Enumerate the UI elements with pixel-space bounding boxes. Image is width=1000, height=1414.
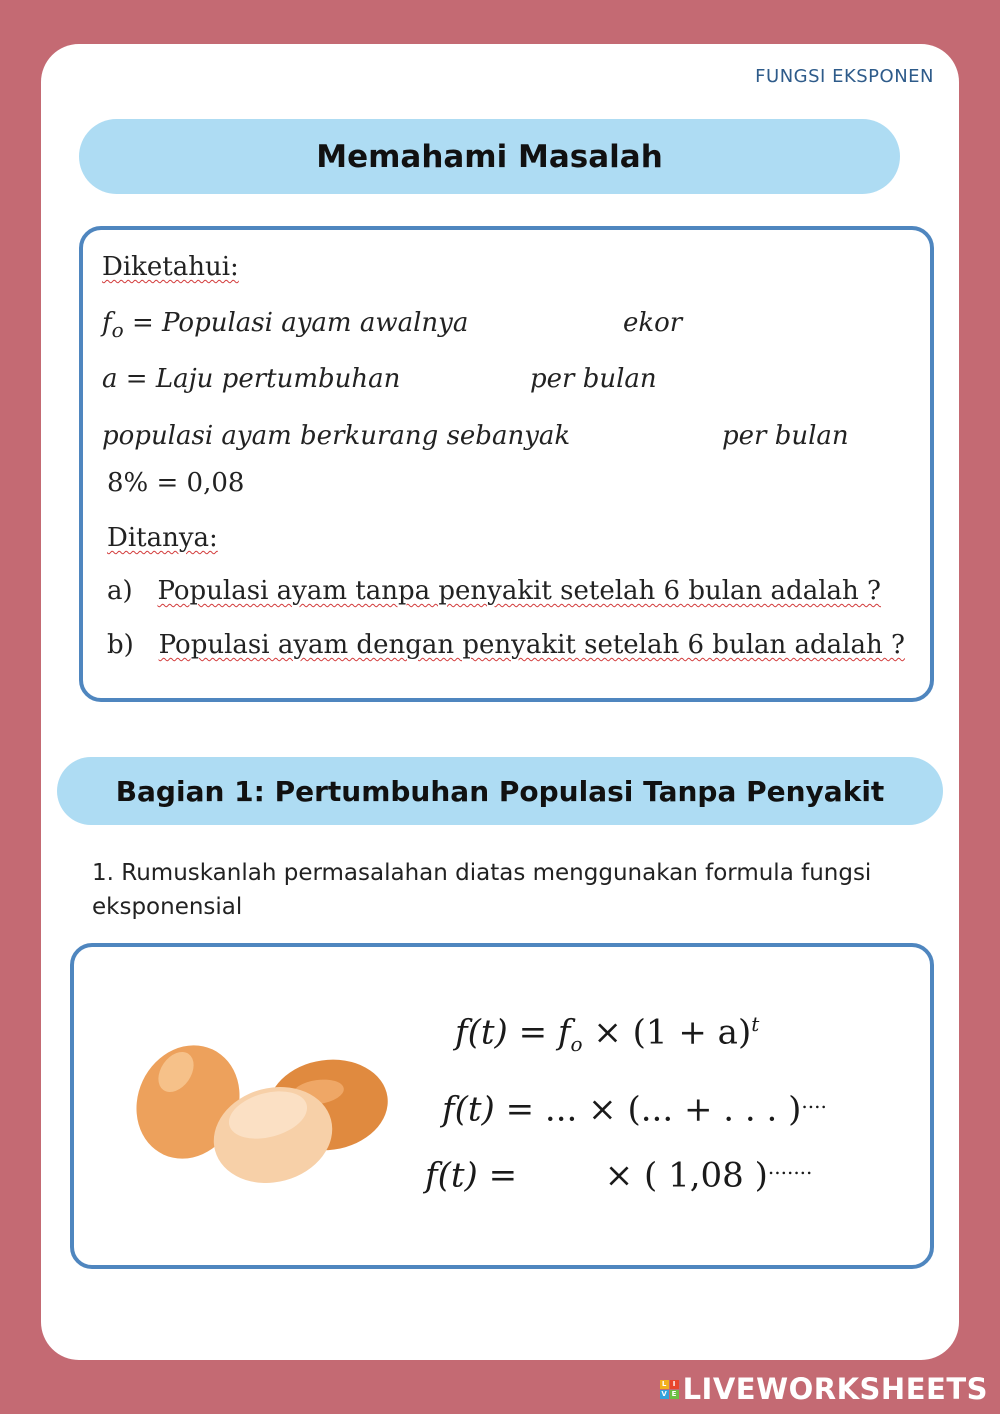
decrease-unit: per bulan	[722, 421, 849, 451]
formula-general: $f(t) = f_o \times (1 + a)^t$	[455, 1012, 760, 1057]
formula-fill-in: f(t) = ... × (... + . . . )....	[442, 1089, 827, 1130]
liveworksheets-logo	[660, 1372, 988, 1406]
question-a: a) Populasi ayam tanpa penyakit setelah 6 bulan adalah ?	[107, 576, 881, 606]
brand-name: LIVEWORKSHEETS	[682, 1372, 988, 1406]
section1-title: Memahami Masalah	[79, 119, 900, 194]
formula-answer: f(t) = × ( 1,08 ).......	[425, 1155, 813, 1196]
rate-value: 8% = 0,08	[107, 468, 245, 498]
initial-population-unit: ekor	[623, 308, 683, 338]
question-number: 1.	[92, 860, 114, 886]
question-b: b) Populasi ayam dengan penyakit setelah 6 bulan adalah ?	[107, 630, 905, 660]
live-logo-icon: L I V E	[660, 1380, 679, 1399]
growth-rate-line: a = Laju pertumbuhan	[102, 364, 401, 394]
asked-label: Ditanya:	[107, 523, 218, 553]
eggs-illustration	[128, 1030, 398, 1200]
question-1	[92, 856, 922, 924]
known-label: Diketahui:	[102, 252, 239, 282]
growth-rate-unit: per bulan	[530, 364, 657, 394]
decrease-line: populasi ayam berkurang sebanyak	[102, 421, 571, 451]
question-text: Rumuskanlah permasalahan diatas menggunakan formula fungsi eksponensial	[92, 860, 872, 920]
section2-title: Bagian 1: Pertumbuhan Populasi Tanpa Penyakit	[57, 757, 943, 825]
initial-population-line: $f_o$ = Populasi ayam awalnya	[102, 308, 469, 343]
topic-label: FUNGSI EKSPONEN	[755, 66, 934, 87]
